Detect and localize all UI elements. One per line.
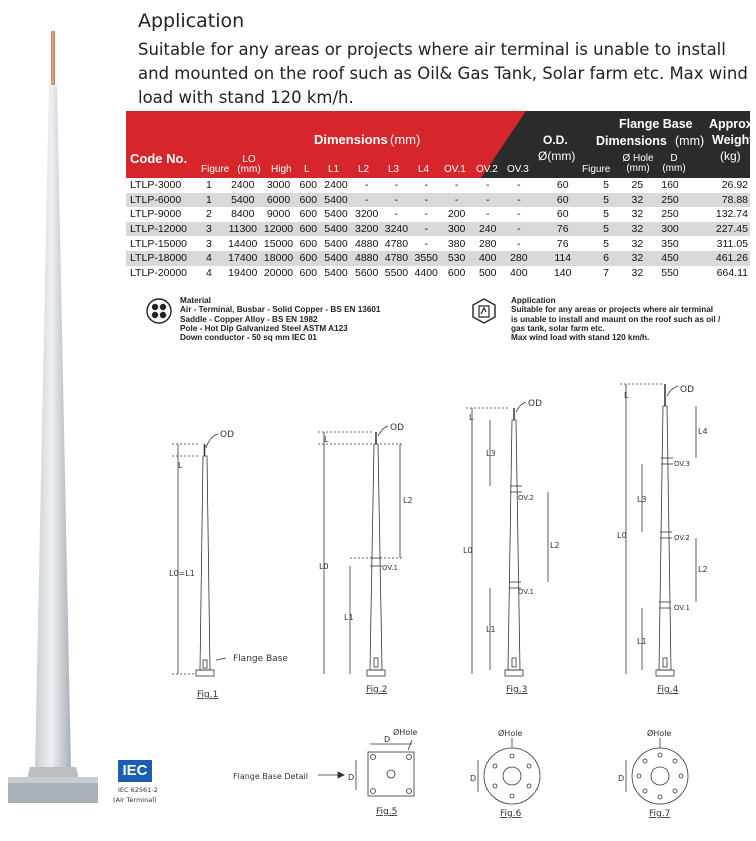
col-l2: L2 [358, 164, 370, 175]
spec-table-body [126, 178, 750, 280]
table-cell: 5 [603, 237, 609, 250]
code-cell: LTLP-9000 [130, 208, 182, 221]
table-cell: 200 [447, 208, 466, 221]
approx-header: Approx. [709, 117, 756, 131]
table-cell: 227.45 [686, 222, 750, 237]
material-line: Down conductor - 50 sq mm IEC 01 [180, 333, 317, 343]
figure-4-drawing [620, 384, 696, 676]
col-flange-figure: Figure [582, 164, 611, 175]
application-title: Application [138, 10, 245, 32]
table-cell: 3550 [411, 251, 441, 266]
fig4-ov1: OV.1 [674, 604, 690, 612]
weight-header: Weight [712, 133, 754, 147]
table-cell: 32 [621, 251, 653, 266]
table-cell: 300 [654, 222, 687, 237]
flange-base-detail-label: Flange Base Detail [233, 772, 308, 781]
fig5-d-top: D [384, 735, 391, 744]
fig3-ov1: OV.1 [518, 588, 534, 596]
fig3-l: L [469, 413, 474, 422]
col-hole: Ø Hole (mm) [622, 153, 654, 174]
spec-table [126, 111, 756, 280]
code-cell: LTLP-15000 [130, 237, 188, 250]
table-cell: 250 [661, 208, 679, 221]
fig5-label: Fig.5 [376, 807, 398, 817]
table-cell: 600 [299, 179, 318, 192]
fig3-od: OD [528, 399, 543, 409]
technical-drawings [140, 370, 750, 830]
table-cell: 76 [556, 237, 569, 250]
material-info [180, 296, 450, 342]
fig2-od: OD [390, 423, 405, 433]
table-cell: 32 [621, 193, 653, 208]
table-cell: - [441, 193, 472, 208]
fig2-l0: L0 [319, 562, 329, 571]
table-cell: 600 [299, 266, 318, 279]
table-cell: 19400 [228, 266, 258, 279]
code-no-header: Code No. [130, 151, 188, 166]
table-cell: 5400 [324, 208, 348, 221]
table-cell: 14400 [228, 237, 258, 250]
table-cell: 600 [299, 237, 318, 250]
table-cell: 450 [654, 251, 687, 266]
table-cell: 5 [603, 179, 609, 192]
fig3-ov2: OV.2 [518, 494, 534, 502]
table-cell: 6000 [261, 193, 297, 208]
table-cell: 4880 [354, 237, 379, 250]
table-cell: 600 [447, 266, 466, 279]
fig6-d: D [470, 774, 477, 783]
figure-6-drawing [478, 738, 540, 804]
table-cell: 5500 [384, 266, 409, 279]
code-cell: LTLP-20000 [130, 266, 188, 279]
table-row [126, 236, 750, 251]
col-ov2: OV.2 [476, 164, 498, 175]
table-cell: - [503, 222, 534, 237]
table-cell: 2400 [231, 179, 255, 192]
material-line: Air - Terminal, Busbar - Solid Copper - BS EN 13601 [180, 305, 381, 315]
table-cell: 3 [206, 237, 212, 250]
col-l: L [304, 164, 310, 175]
col-ov1: OV.1 [444, 164, 466, 175]
fig4-l0: L0 [617, 531, 627, 540]
table-cell: 5400 [324, 266, 348, 279]
figure-5-drawing [318, 740, 414, 796]
table-cell: 600 [296, 251, 320, 266]
table-cell: 461.26 [686, 251, 750, 266]
table-cell: 140 [553, 266, 572, 279]
fig4-od: OD [680, 385, 695, 395]
table-cell: 600 [296, 222, 320, 237]
table-cell: - [517, 179, 521, 192]
fig5-hole: ØHole [393, 728, 418, 737]
table-cell: 5400 [320, 193, 352, 208]
table-cell: 4 [193, 251, 225, 266]
table-cell: 25 [631, 179, 644, 192]
application-box-line: Suitable for any areas or projects where air terminal [511, 305, 714, 315]
table-cell: 9000 [266, 208, 291, 221]
od-unit: Ø(mm) [538, 149, 576, 163]
application-info [511, 296, 750, 342]
table-cell: 5 [591, 193, 621, 208]
fig2-l2: L2 [403, 496, 413, 505]
application-icon [471, 298, 497, 324]
fig2-l1: L1 [344, 613, 354, 622]
table-cell: - [394, 208, 399, 221]
table-cell: 32 [621, 222, 653, 237]
table-cell: 5 [603, 208, 609, 221]
table-cell: 5400 [324, 237, 348, 250]
table-cell: 530 [441, 251, 472, 266]
table-cell: 600 [296, 193, 320, 208]
code-cell: LTLP-6000 [126, 193, 193, 208]
table-cell: - [424, 237, 428, 250]
table-cell: 1 [193, 193, 225, 208]
table-cell: 76 [534, 222, 591, 237]
table-row [126, 266, 750, 281]
table-cell: 7 [603, 266, 609, 279]
col-high: High [271, 164, 292, 175]
table-cell: - [485, 208, 490, 221]
table-cell: - [364, 179, 369, 192]
table-cell: 32 [631, 208, 644, 221]
fig6-label: Fig.6 [500, 809, 522, 819]
table-cell: - [352, 193, 382, 208]
dimensions-unit: (mm) [390, 132, 421, 147]
table-cell: 20000 [263, 266, 294, 279]
table-cell: 664.11 [716, 266, 748, 279]
application-box-heading: Application [511, 296, 556, 305]
fig3-l0: L0 [463, 546, 473, 555]
fig7-d: D [618, 774, 625, 783]
table-cell: 4400 [414, 266, 438, 279]
table-cell: 300 [441, 222, 472, 237]
table-cell: 5400 [225, 193, 261, 208]
fig6-hole: ØHole [498, 729, 523, 738]
table-cell: 3200 [352, 222, 382, 237]
fig5-d-side: D [348, 773, 355, 782]
iec-note: (Air Terminal) [113, 796, 157, 804]
fig4-l1: L1 [637, 637, 647, 646]
col-lo: LO (mm) [237, 154, 261, 175]
figure-7-drawing [626, 738, 688, 804]
table-cell: 132.74 [715, 208, 748, 221]
table-cell: 250 [654, 193, 687, 208]
figure-2-drawing [318, 426, 404, 676]
table-cell: 32 [631, 237, 644, 250]
table-cell: 4780 [384, 237, 409, 250]
table-cell: 4 [206, 266, 212, 279]
application-box-line: is unable to install and maunt on the roof such as oil / [511, 314, 721, 324]
table-row [126, 222, 750, 237]
table-cell: 400 [472, 251, 503, 266]
fig4-l: L [624, 391, 629, 400]
table-cell: - [411, 193, 441, 208]
fig4-l2: L2 [698, 565, 708, 574]
table-cell: 280 [503, 251, 534, 266]
table-cell: 60 [556, 208, 569, 221]
table-cell: 380 [447, 237, 466, 250]
table-cell: 4780 [382, 251, 412, 266]
table-cell: 5400 [320, 222, 352, 237]
fig1-l: L [178, 461, 183, 470]
table-cell: - [454, 179, 459, 192]
iec-logo: IEC [118, 760, 152, 782]
od-header: O.D. [543, 133, 568, 147]
table-cell: 2 [206, 208, 212, 221]
table-cell: 4880 [352, 251, 382, 266]
table-cell: - [517, 208, 521, 221]
col-l3: L3 [388, 164, 400, 175]
fig2-ov1: OV.1 [382, 564, 398, 572]
table-cell: 5 [591, 222, 621, 237]
col-figure: Figure [201, 164, 230, 175]
flange-base-header: Flange Base [619, 117, 693, 131]
table-row [126, 178, 750, 193]
table-row [126, 193, 750, 208]
table-cell: - [472, 193, 503, 208]
table-cell: 3200 [354, 208, 379, 221]
material-heading: Material [180, 296, 211, 305]
flange-dimensions-header: Dimensions [596, 134, 667, 148]
conductor-cross-section-icon [146, 298, 172, 324]
table-cell: 311.05 [716, 237, 748, 250]
table-cell: - [517, 237, 521, 250]
table-cell: 5600 [354, 266, 379, 279]
table-cell: 32 [631, 266, 644, 279]
col-ov3: OV.3 [507, 164, 529, 175]
table-cell: 26.92 [721, 179, 748, 192]
table-cell: 3240 [382, 222, 412, 237]
fig3-label: Fig.3 [506, 685, 528, 695]
table-cell: - [382, 193, 412, 208]
table-cell: 15000 [263, 237, 294, 250]
application-box-line: gas tank, solar farm etc. [511, 323, 605, 333]
fig3-l2: L2 [550, 541, 560, 550]
figure-3-drawing [466, 402, 548, 676]
table-cell: 280 [478, 237, 497, 250]
table-row [126, 251, 750, 266]
table-cell: - [411, 222, 441, 237]
code-cell: LTLP-12000 [126, 222, 193, 237]
fig1-od: OD [220, 430, 235, 440]
application-description: Suitable for any areas or projects where air terminal is unable to install and mounted on the roof such as Oil& Gas Tank, Solar farm etc. Max wind load with stand 120 km/h. [138, 40, 748, 107]
table-cell: 12000 [261, 222, 297, 237]
table-cell: 17400 [225, 251, 261, 266]
weight-unit: (kg) [720, 149, 741, 163]
table-cell: 2400 [324, 179, 348, 192]
table-cell: 18000 [261, 251, 297, 266]
table-cell: 1 [206, 179, 212, 192]
table-row [126, 207, 750, 222]
code-cell: LTLP-18000 [126, 251, 193, 266]
table-cell: 60 [556, 179, 569, 192]
col-d: D (mm) [662, 153, 686, 174]
lightning-pole-image [0, 25, 112, 820]
fig7-label: Fig.7 [649, 809, 671, 819]
table-cell: 11300 [225, 222, 261, 237]
table-cell: 550 [661, 266, 679, 279]
spec-table-header [126, 111, 756, 178]
fig1-l0-l1: L0=L1 [169, 569, 195, 578]
table-cell: 60 [534, 193, 591, 208]
fig2-label: Fig.2 [366, 685, 388, 695]
table-cell: 350 [661, 237, 679, 250]
material-line: Pole - Hot Dip Galvanized Steel ASTM A123 [180, 323, 348, 333]
col-l1: L1 [328, 164, 340, 175]
table-cell: 240 [472, 222, 503, 237]
table-cell: 114 [534, 251, 591, 266]
fig4-l4: L4 [698, 427, 708, 436]
table-cell: - [503, 193, 534, 208]
fig4-ov3: OV.3 [674, 460, 690, 468]
table-cell: 600 [299, 208, 318, 221]
table-cell: - [424, 179, 428, 192]
table-cell: - [394, 179, 399, 192]
fig7-hole: ØHole [647, 729, 672, 738]
table-cell: 6 [591, 251, 621, 266]
fig4-ov2: OV.2 [674, 534, 690, 542]
table-cell: 5400 [320, 251, 352, 266]
table-cell: - [485, 179, 490, 192]
fig3-l3: L3 [486, 449, 496, 458]
fig4-label: Fig.4 [657, 685, 679, 695]
table-cell: - [424, 208, 428, 221]
table-cell: 500 [478, 266, 497, 279]
table-cell: 160 [661, 179, 679, 192]
fig3-l1: L1 [486, 625, 496, 634]
table-cell: 8400 [231, 208, 255, 221]
code-cell: LTLP-3000 [130, 179, 182, 192]
table-cell: 3 [193, 222, 225, 237]
table-cell: 3000 [266, 179, 291, 192]
iec-standard: IEC 62561-2 [118, 786, 158, 794]
fig1-flange-base: Flange Base [233, 654, 288, 664]
application-box-line: Max wind load with stand 120 km/h. [511, 333, 650, 343]
dimensions-header: Dimensions [314, 132, 388, 147]
flange-unit: (mm) [675, 134, 705, 148]
material-line: Saddle - Copper Alloy - BS EN 1982 [180, 314, 318, 324]
fig2-l: L [324, 435, 329, 444]
fig4-l3: L3 [637, 495, 647, 504]
col-l4: L4 [418, 164, 430, 175]
table-cell: 78.88 [686, 193, 750, 208]
figure-1-drawing [172, 434, 226, 676]
fig1-label: Fig.1 [197, 690, 219, 700]
table-cell: 400 [510, 266, 528, 279]
